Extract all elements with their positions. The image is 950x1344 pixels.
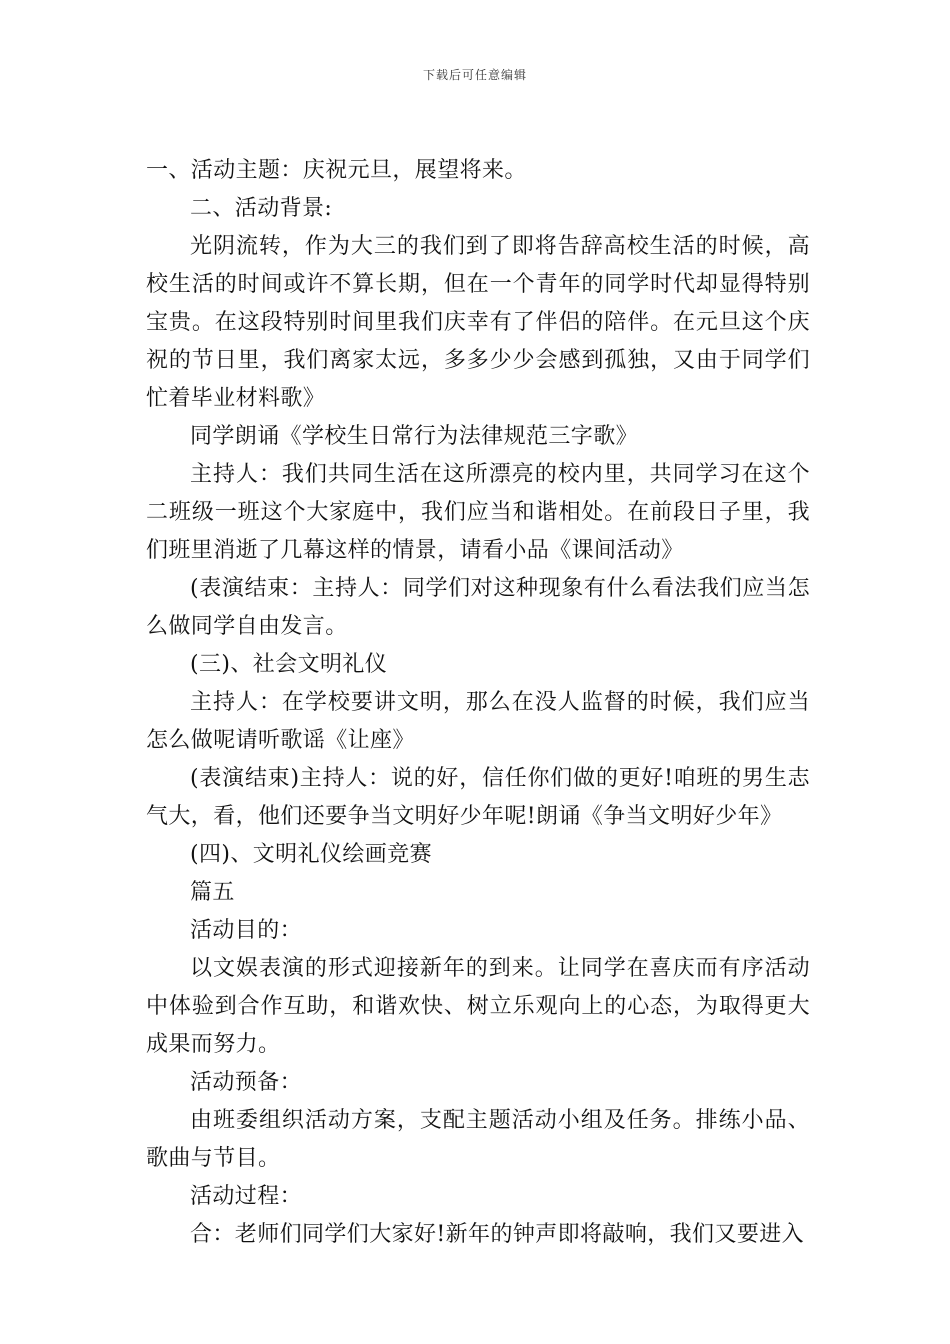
paragraph-section-four: (四)、文明礼仪绘画竞赛	[190, 842, 432, 867]
paragraph-theme: 一、活动主题：庆祝元旦，展望将来。	[146, 158, 527, 183]
paragraph-process-body: 合：老师们同学们大家好!新年的钟声即将敲响，我们又要进入	[190, 1222, 805, 1247]
paragraph-section-three: (三)、社会文明礼仪	[190, 652, 388, 677]
paragraph-performance-end-1: (表演结束：主持人：同学们对这种现象有什么看法我们应当怎么做同学自由发言。	[146, 576, 810, 639]
page-header: 下载后可任意编辑	[422, 68, 527, 82]
paragraph-preparation-heading: 活动预备：	[190, 1070, 303, 1095]
paragraph-background-heading: 二、活动背景:	[190, 196, 333, 221]
paragraph-recitation: 同学朗诵《学校生日常行为法律规范三字歌》	[190, 424, 639, 449]
paragraph-preparation-body: 由班委组织活动方案，支配主题活动小组及任务。排练小品、歌曲与节目。	[146, 1108, 810, 1171]
paragraph-host-2: 主持人：在学校要讲文明，那么在没人监督的时候，我们应当怎么做呢请听歌谣《让座》	[146, 690, 810, 753]
paragraph-host-1: 主持人：我们共同生活在这所漂亮的校内里，共同学习在这个二班级一班这个大家庭中，我们应当和谐相处。在前段日子里，我们班里消逝了几幕这样的情景，请看小品《课间活动》	[146, 462, 810, 563]
paragraph-chapter-five: 篇五	[190, 880, 235, 905]
paragraph-process-heading: 活动过程：	[190, 1184, 303, 1209]
paragraph-background-body: 光阴流转，作为大三的我们到了即将告辞高校生活的时候，高校生活的时间或许不算长期，但在一个青年的同学时代却显得特别宝贵。在这段特别时间里我们庆幸有了伴侣的陪伴。在元旦这个庆祝的节日里，我们离家太远，多多少少会感到孤独，又由于同学们忙着毕业材料歌》	[146, 234, 810, 411]
document-body	[146, 152, 810, 1254]
paragraph-purpose-body: 以文娱表演的形式迎接新年的到来。让同学在喜庆而有序活动中体验到合作互助，和谐欢快、树立乐观向上的心态，为取得更大成果而努力。	[146, 956, 810, 1057]
paragraph-performance-end-2: (表演结束)主持人：说的好，信任你们做的更好!咱班的男生志气大，看，他们还要争当文明好少年呢!朗诵《争当文明好少年》	[146, 766, 810, 829]
paragraph-purpose-heading: 活动目的：	[190, 918, 303, 943]
